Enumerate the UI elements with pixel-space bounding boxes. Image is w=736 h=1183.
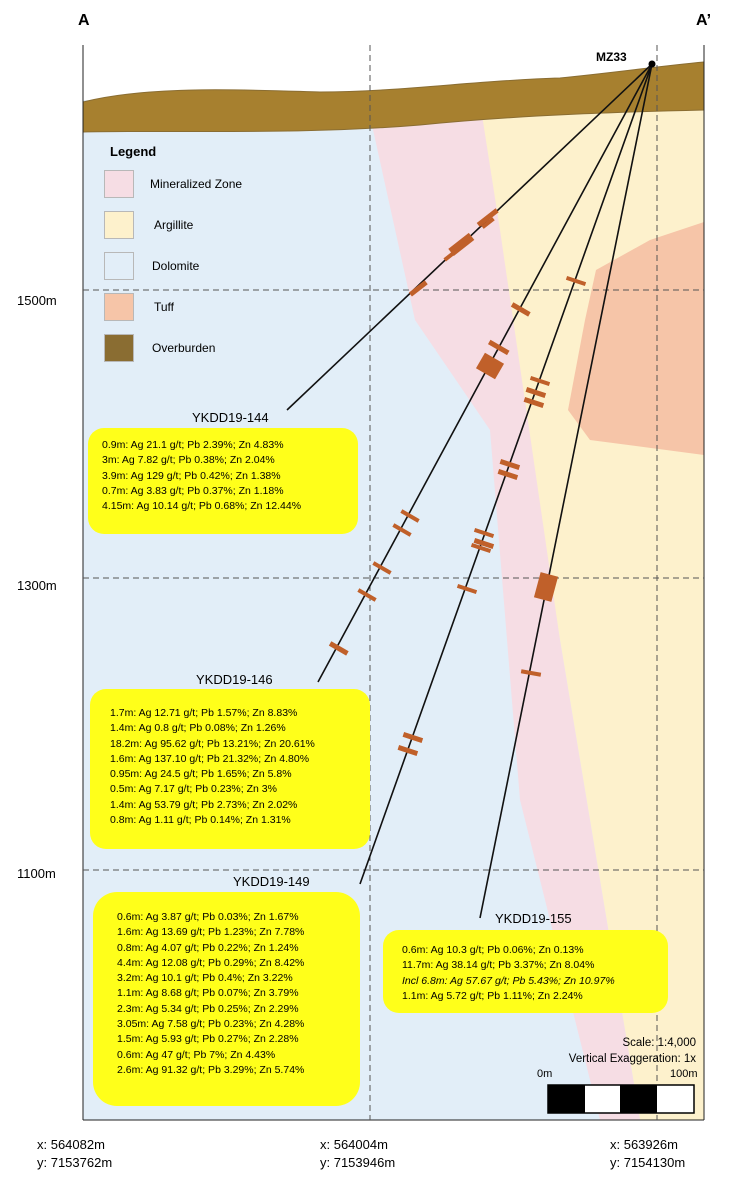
- coordinate-y: y: 7153946m: [320, 1155, 396, 1170]
- scale-bar: [548, 1085, 694, 1113]
- collar-label: MZ33: [596, 50, 627, 64]
- scale-legend: [496, 1035, 696, 1067]
- coordinate-x: x: 564004m: [320, 1137, 388, 1152]
- scale-ratio: Scale: 1:4,000: [622, 1037, 696, 1049]
- coordinate-y: y: 7153762m: [37, 1155, 113, 1170]
- legend-item-mineralized-zone: [104, 169, 304, 199]
- assay-line: 0.6m: Ag 3.87 g/t; Pb 0.03%; Zn 1.67%: [117, 911, 299, 923]
- assay-line: 0.6m: Ag 10.3 g/t; Pb 0.06%; Zn 0.13%: [402, 944, 584, 956]
- assay-line: 4.4m: Ag 12.08 g/t; Pb 0.29%; Zn 8.42%: [117, 956, 305, 969]
- assay-line: 0.8m: Ag 4.07 g/t; Pb 0.22%; Zn 1.24%: [117, 941, 299, 954]
- section-end-label: A’: [696, 12, 712, 29]
- assay-line: 11.7m: Ag 38.14 g/t; Pb 3.37%; Zn 8.04%: [402, 959, 595, 972]
- legend-swatch: [104, 252, 134, 280]
- assay-line: 1.4m: Ag 0.8 g/t; Pb 0.08%; Zn 1.26%: [110, 722, 286, 735]
- hole-label-ykdd19-149: YKDD19-149: [233, 874, 310, 889]
- legend-label: Tuff: [154, 300, 175, 314]
- coordinate-right: [610, 1136, 685, 1172]
- assay-line: 2.6m: Ag 91.32 g/t; Pb 3.29%; Zn 5.74%: [117, 1063, 305, 1076]
- coordinate-middle: [320, 1136, 395, 1172]
- hole-label-ykdd19-155: YKDD19-155: [495, 911, 572, 926]
- legend-item-argillite: [104, 210, 304, 240]
- assay-line: 1.1m: Ag 5.72 g/t; Pb 1.11%; Zn 2.24%: [402, 989, 583, 1002]
- legend-swatch: [104, 170, 134, 198]
- assay-line: 0.5m: Ag 7.17 g/t; Pb 0.23%; Zn 3%: [110, 783, 277, 796]
- assay-line: 0.8m: Ag 1.11 g/t; Pb 0.14%; Zn 1.31%: [110, 814, 291, 827]
- elevation-label-1300m: 1300m: [17, 578, 57, 593]
- assay-line: 1.5m: Ag 5.93 g/t; Pb 0.27%; Zn 2.28%: [117, 1033, 299, 1046]
- assay-box-ykdd19-149: [93, 892, 360, 1106]
- legend-item-overburden: [104, 333, 304, 363]
- assay-line: 1.4m: Ag 53.79 g/t; Pb 2.73%; Zn 2.02%: [110, 798, 298, 811]
- section-start-label: A: [78, 12, 90, 29]
- assay-line: 18.2m: Ag 95.62 g/t; Pb 13.21%; Zn 20.61%: [110, 737, 315, 750]
- legend-label: Mineralized Zone: [150, 177, 243, 191]
- elevation-label-1500m: 1500m: [17, 293, 57, 308]
- legend: [104, 144, 304, 363]
- assay-line: 0.6m: Ag 47 g/t; Pb 7%; Zn 4.43%: [117, 1048, 276, 1061]
- legend-swatch: [104, 293, 134, 321]
- assay-line: 1.6m: Ag 13.69 g/t; Pb 1.23%; Zn 7.78%: [117, 926, 305, 939]
- assay-line: 3.05m: Ag 7.58 g/t; Pb 0.23%; Zn 4.28%: [117, 1018, 305, 1031]
- legend-label: Argillite: [154, 218, 194, 232]
- scale-end-label: 100m: [670, 1068, 698, 1080]
- legend-label: Overburden: [152, 341, 216, 355]
- assay-line: 3m: Ag 7.82 g/t; Pb 0.38%; Zn 2.04%: [102, 454, 275, 467]
- assay-line: 1.1m: Ag 8.68 g/t; Pb 0.07%; Zn 3.79%: [117, 987, 299, 1000]
- assay-line: 0.95m: Ag 24.5 g/t; Pb 1.65%; Zn 5.8%: [110, 768, 292, 781]
- vertical-exaggeration: Vertical Exaggeration: 1x: [568, 1053, 696, 1065]
- collar-point: [649, 61, 656, 68]
- coordinate-y: y: 7154130m: [610, 1155, 686, 1170]
- scale-start-label: 0m: [537, 1068, 553, 1080]
- legend-item-dolomite: [104, 251, 304, 281]
- legend-swatch: [104, 211, 134, 239]
- hole-label-ykdd19-144: YKDD19-144: [192, 410, 269, 425]
- assay-box-ykdd19-146: [90, 689, 370, 849]
- assay-line: 3.2m: Ag 10.1 g/t; Pb 0.4%; Zn 3.22%: [117, 972, 293, 985]
- coordinate-left: [37, 1136, 112, 1172]
- assay-line: 1.7m: Ag 12.71 g/t; Pb 1.57%; Zn 8.83%: [110, 707, 298, 719]
- assay-box-ykdd19-155: [383, 930, 668, 1013]
- assay-line: 2.3m: Ag 5.34 g/t; Pb 0.25%; Zn 2.29%: [117, 1002, 299, 1015]
- assay-line: 3.9m: Ag 129 g/t; Pb 0.42%; Zn 1.38%: [102, 469, 281, 482]
- legend-label: Dolomite: [152, 259, 200, 273]
- elevation-label-1100m: 1100m: [17, 866, 56, 881]
- legend-swatch: [104, 334, 134, 362]
- legend-title: Legend: [110, 144, 157, 159]
- legend-item-tuff: [104, 292, 304, 322]
- assay-line: 0.7m: Ag 3.83 g/t; Pb 0.37%; Zn 1.18%: [102, 484, 284, 497]
- coordinate-x: x: 563926m: [610, 1137, 678, 1152]
- coordinate-x: x: 564082m: [37, 1137, 105, 1152]
- hole-label-ykdd19-146: YKDD19-146: [196, 672, 273, 687]
- assay-line: 1.6m: Ag 137.10 g/t; Pb 21.32%; Zn 4.80%: [110, 752, 310, 765]
- assay-line: 4.15m: Ag 10.14 g/t; Pb 0.68%; Zn 12.44%: [102, 500, 302, 513]
- assay-line-included: Incl 6.8m: Ag 57.67 g/t; Pb 5.43%; Zn 10.97%: [402, 974, 615, 987]
- assay-line: 0.9m: Ag 21.1 g/t; Pb 2.39%; Zn 4.83%: [102, 439, 284, 451]
- assay-box-ykdd19-144: [88, 428, 358, 534]
